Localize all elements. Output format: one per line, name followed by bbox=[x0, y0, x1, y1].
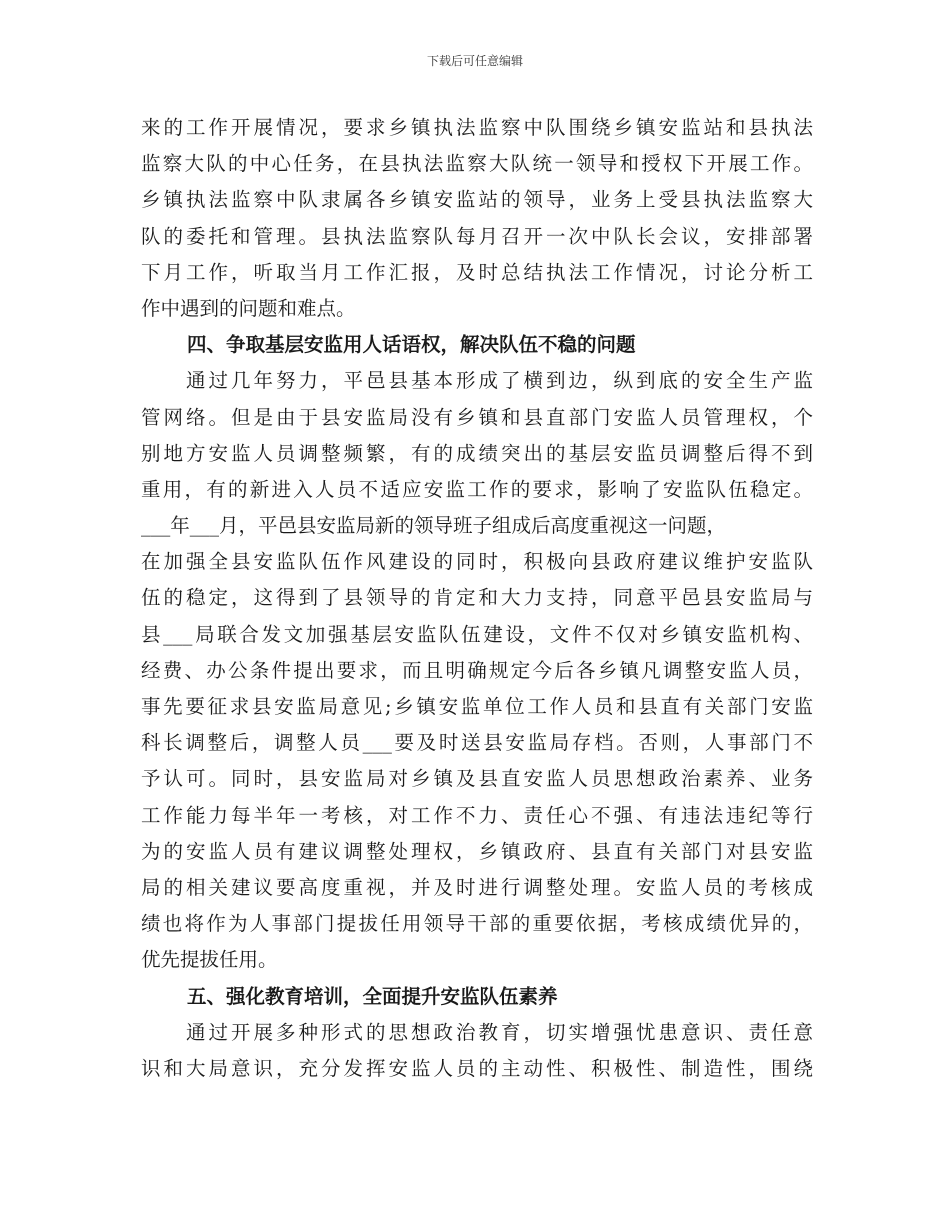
document-body bbox=[141, 110, 813, 1087]
text-line: 通过开展多种形式的思想政治教育，切实增强忧患意识、责任意 bbox=[141, 1020, 813, 1044]
text-line: 伍的稳定，这得到了县领导的肯定和大力支持，同意平邑县安监局与 bbox=[141, 586, 813, 610]
text-line: 别地方安监人员调整频繁，有的成绩突出的基层安监员调整后得不到 bbox=[141, 441, 813, 465]
text-line: 作中遇到的问题和难点。 bbox=[141, 296, 356, 320]
text-line: 予认可。同时，县安监局对乡镇及县直安监人员思想政治素养、业务 bbox=[141, 767, 813, 791]
text-line: 乡镇执法监察中队隶属各乡镇安监站的领导，业务上受县执法监察大 bbox=[141, 188, 813, 212]
text-line: 通过几年努力，平邑县基本形成了横到边，纵到底的安全生产监 bbox=[141, 369, 813, 393]
page-header: 下载后可任意编辑 bbox=[426, 54, 523, 68]
text-line: 局的相关建议要高度重视，并及时进行调整处理。安监人员的考核成 bbox=[141, 875, 813, 899]
text-line: 绩也将作为人事部门提拔任用领导干部的重要依据，考核成绩优异的， bbox=[141, 912, 813, 936]
section-heading: 五、强化教育培训，全面提升安监队伍素养 bbox=[187, 984, 558, 1008]
text-line: 下月工作，听取当月工作汇报，及时总结执法工作情况，讨论分析工 bbox=[141, 260, 813, 284]
text-line: 优先提拔任用。 bbox=[141, 948, 278, 972]
text-line: 队的委托和管理。县执法监察队每月召开一次中队长会议，安排部署 bbox=[141, 224, 813, 248]
text-line: 工作能力每半年一考核，对工作不力、责任心不强、有违法违纪等行 bbox=[141, 803, 813, 827]
text-line: 科长调整后，调整人员___要及时送县安监局存档。否则，人事部门不 bbox=[141, 731, 813, 755]
text-line: 为的安监人员有建议调整处理权，乡镇政府、县直有关部门对县安监 bbox=[141, 839, 813, 863]
text-line: 管网络。但是由于县安监局没有乡镇和县直部门安监人员管理权，个 bbox=[141, 405, 813, 429]
text-line: 在加强全县安监队伍作风建设的同时，积极向县政府建议维护安监队 bbox=[141, 550, 813, 574]
text-line: 来的工作开展情况，要求乡镇执法监察中队围绕乡镇安监站和县执法 bbox=[141, 116, 813, 139]
text-line: 识和大局意识，充分发挥安监人员的主动性、积极性、制造性，围绕 bbox=[141, 1056, 813, 1080]
text-line: 重用，有的新进入人员不适应安监工作的要求，影响了安监队伍稳定。 bbox=[141, 477, 813, 501]
text-line: 监察大队的中心任务，在县执法监察大队统一领导和授权下开展工作。 bbox=[141, 152, 813, 176]
text-line: 经费、办公条件提出要求，而且明确规定今后各乡镇凡调整安监人员， bbox=[141, 658, 813, 682]
text-line: 县___局联合发文加强基层安监队伍建设，文件不仅对乡镇安监机构、 bbox=[141, 622, 813, 646]
section-heading: 四、争取基层安监用人话语权，解决队伍不稳的问题 bbox=[187, 333, 636, 357]
text-line: 事先要征求县安监局意见;乡镇安监单位工作人员和县直有关部门安监 bbox=[141, 695, 813, 718]
text-line: ___年___月，平邑县安监局新的领导班子组成后高度重视这一问题， bbox=[141, 514, 727, 538]
